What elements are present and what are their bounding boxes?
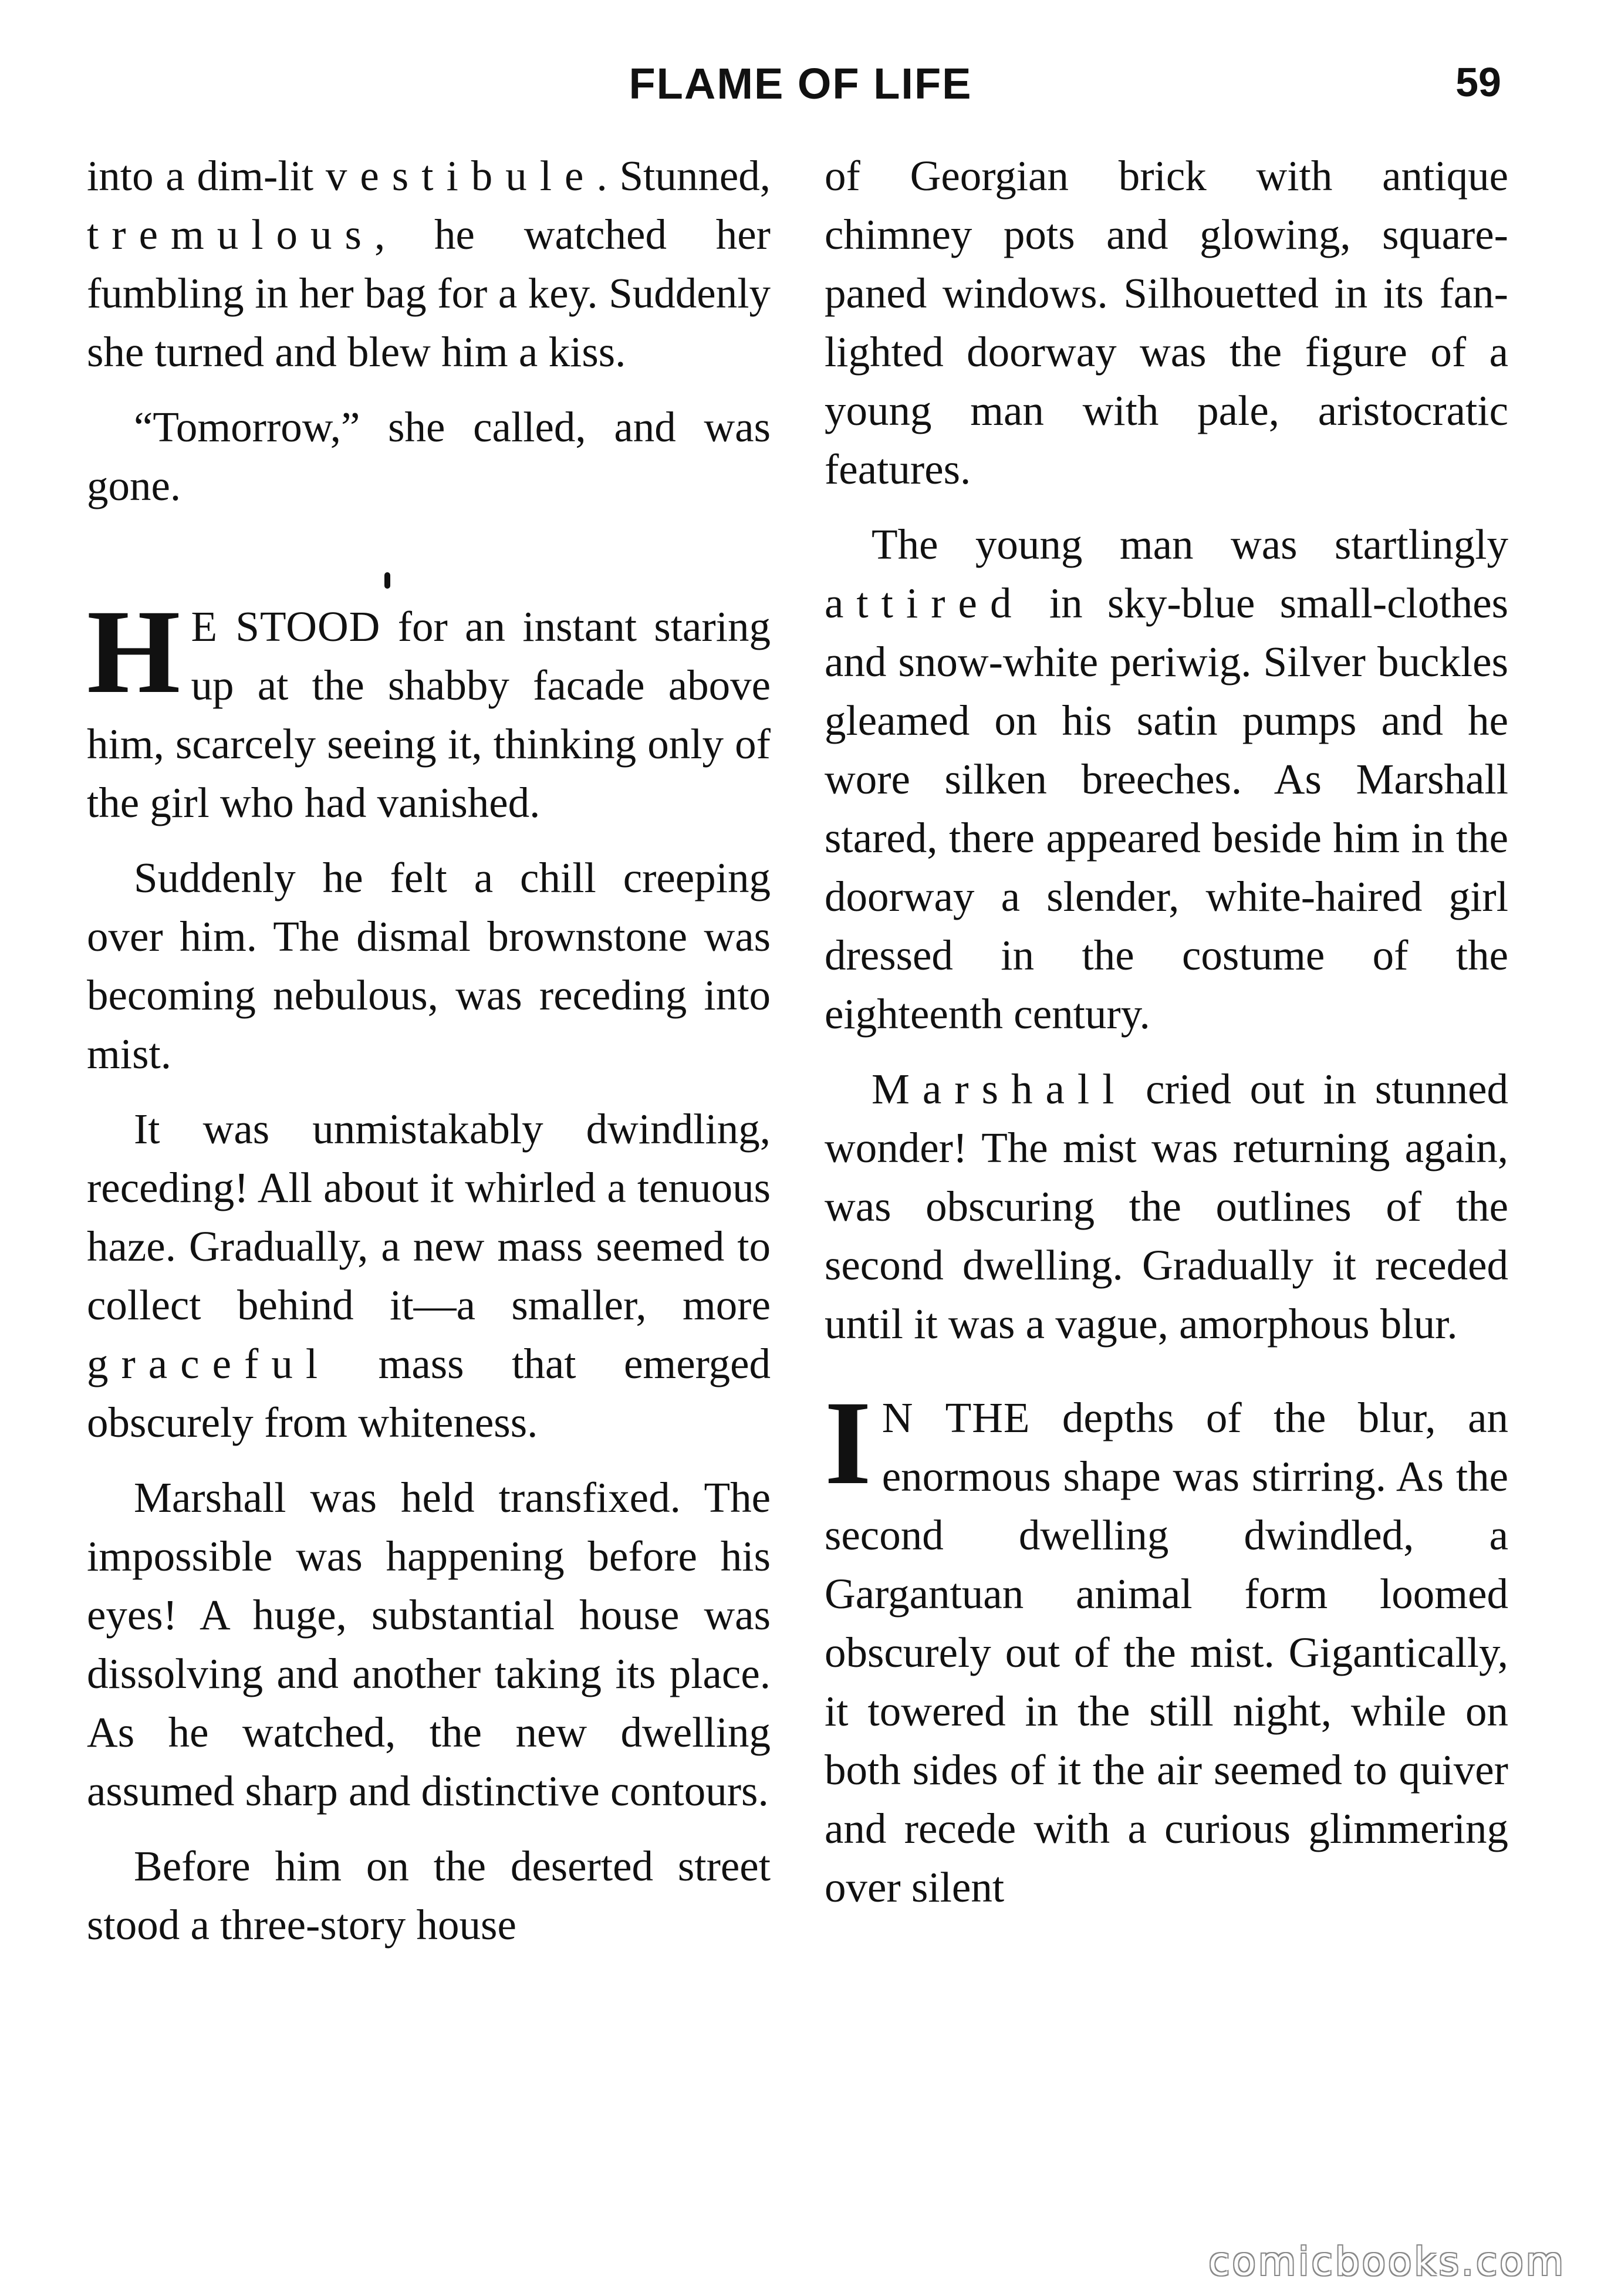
paragraph: Suddenly he felt a chill creeping over him. The dismal brownstone was becoming nebulous, was receding into mist. bbox=[87, 854, 771, 1078]
right-column bbox=[825, 147, 1508, 1933]
text-run: in sky-blue small-clothes and snow-white periwig. Silver buckles gleamed on his satin pumps and he wore silken breeches. As Marshall stared, there appeared beside him in the doorway a slender, white-haired girl dressed in the costume of the eighteenth century. bbox=[825, 579, 1508, 1038]
paragraph: Marshall was held transfixed. The impossible was happening before his eyes! A huge, substantial house was dissolving and another taking its place. As he watched, the new dwelling assumed sharp and distinctive contours. bbox=[87, 1474, 771, 1815]
spaced-word: graceful bbox=[87, 1340, 331, 1387]
paragraph: Before him on the deserted street stood a three-story house bbox=[87, 1842, 771, 1949]
drop-cap: I bbox=[825, 1376, 872, 1510]
text-run: The young man was startlingly bbox=[872, 521, 1508, 568]
section-opening-paragraph bbox=[87, 585, 771, 832]
text-run: It was unmistakably dwindling, receding! All about it whirled a tenuous haze. Gradually, a new mass seemed to collect behind it—a smaller, more bbox=[87, 1105, 771, 1329]
spaced-word: tremulous bbox=[87, 211, 374, 258]
text-run: cried out in stunned wonder! The mist was returning again, was obscuring the outlines of the second dwelling. Gradually it receded until it was a vague, amorphous blur. bbox=[825, 1065, 1508, 1348]
text-run: depths of the blur, an enormous shape was stirring. As the second dwelling dwindled, a Gargantuan animal form loomed obscurely out of the mist. Gigantically, it towered in the still night, while on both sides of it the air seemed to quiver and recede with a curious glimmering over silent bbox=[825, 1394, 1508, 1911]
left-column bbox=[87, 147, 771, 1971]
watermark: comicbooks.com bbox=[1208, 2239, 1566, 2284]
text-run: . Stunned, bbox=[596, 152, 771, 200]
page-number: 59 bbox=[1455, 59, 1501, 105]
running-title: FLAME OF LIFE bbox=[629, 59, 972, 108]
section-opening-paragraph bbox=[825, 1376, 1508, 1917]
text-run: mass that emerged obscurely from whiteness. bbox=[87, 1340, 771, 1446]
spaced-word: Marshall bbox=[872, 1065, 1127, 1113]
spaced-word: vestibule bbox=[325, 152, 597, 200]
paragraph: of Georgian brick with antique chimney pots and glowing, square-paned windows. Silhouetted in its fan-lighted doorway was the figure of a young man with pale, aristocratic features. bbox=[825, 152, 1508, 493]
paragraph bbox=[825, 1060, 1508, 1353]
text-run: for an instant staring up at the shabby facade above him, scarcely seeing it, thinking only of the girl who had vanished. bbox=[87, 603, 771, 826]
lead-in: N THE bbox=[881, 1394, 1031, 1441]
paragraph bbox=[825, 515, 1508, 1044]
paragraph bbox=[87, 147, 771, 381]
text-run: , he watched her fumbling in her bag for a key. Suddenly she turned and blew him a kiss. bbox=[87, 211, 771, 376]
drop-cap: H bbox=[87, 585, 181, 718]
page-header bbox=[0, 59, 1601, 117]
paragraph: “Tomorrow,” she called, and was gone. bbox=[87, 403, 771, 509]
section-break-mark bbox=[384, 572, 390, 589]
text-run: into a dim-lit bbox=[87, 152, 326, 200]
paragraph bbox=[87, 1100, 771, 1452]
spaced-word: attired bbox=[825, 579, 1025, 627]
lead-in: E STOOD bbox=[191, 603, 381, 650]
